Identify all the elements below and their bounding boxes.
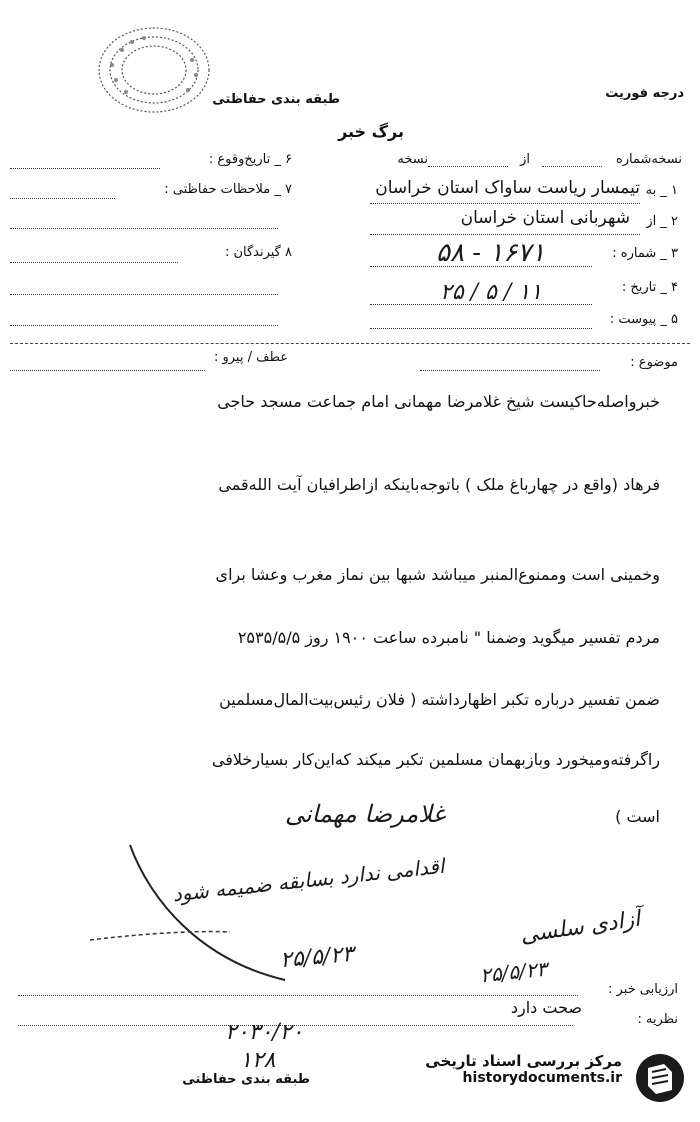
- from-value: شهربانی استان خراسان: [460, 208, 630, 228]
- copy-no-label: نسخه‌شماره: [615, 152, 682, 167]
- from-label: ۲ _ از: [646, 214, 678, 229]
- body-line-4: مردم تفسیر میگوید وضمنا " نامبرده ساعت ۱۹۰۰ روز ۲۵۳۵/۵/۵: [237, 628, 660, 647]
- evaluation-label: ارزیابی خبر :: [608, 982, 678, 997]
- opinion-label: نظریه :: [637, 1012, 678, 1027]
- watermark-name: مرکز بررسی اسناد تاریخی: [425, 1052, 622, 1070]
- copies-label: نسخه: [397, 152, 428, 167]
- number-value: ۵۸ - ۱۶۷۱: [436, 238, 546, 268]
- number-label: ۳ _ شماره :: [612, 246, 678, 261]
- date-label: ۴ _ تاریخ :: [621, 280, 678, 295]
- handwritten-date-1: ۲۵/۵/۲۳: [279, 941, 355, 974]
- archive-logo-icon: [634, 1052, 686, 1104]
- recipients-label: ۸ گیرندگان :: [224, 245, 292, 260]
- form-title: برگ خبر: [338, 122, 404, 141]
- reference-label: عطف / پیرو :: [213, 350, 288, 365]
- body-line-7: است ): [615, 807, 660, 826]
- body-line-2: فرهاد (واقع در چهارباغ ملک ) باتوجه‌باینکه ازاطرافیان آیت الله‌قمی: [218, 475, 660, 494]
- handwritten-bottom-number: ۲۰۳۰/۲۰: [225, 1020, 304, 1045]
- handwritten-bottom-number-2: ۱۲۸: [240, 1048, 276, 1073]
- urgency-label: درجه فوریت: [605, 86, 684, 101]
- body-line-6: راگرفته‌ومیخورد وبازبهمان مسلمین تکبر میکند که‌این‌کار بسیارخلافی: [211, 750, 660, 769]
- body-line-5: ضمن تفسیر درباره تکبر اظهارداشته ( فلان رئیس‌بیت‌المال‌مسلمین: [219, 690, 660, 709]
- to-label: ۱ _ به: [645, 183, 678, 198]
- date-of-event-label: ۶ _ تاریخ‌وقوع :: [208, 152, 292, 167]
- handwritten-note: اقدامی ندارد بسابقه ضمیمه شود: [171, 853, 446, 907]
- classification-header: طبقه بندی حفاظتی: [212, 92, 340, 107]
- handwritten-check-mark: [90, 840, 290, 990]
- handwritten-name: غلامرضا مهمانی: [285, 800, 446, 828]
- subject-label: موضوع :: [630, 355, 678, 370]
- watermark: [425, 1052, 622, 1086]
- watermark-site: historydocuments.ir: [462, 1070, 622, 1086]
- to-value: تیمسار ریاست ساواک استان خراسان: [375, 178, 640, 198]
- classification-footer: طبقه بندی حفاظتی: [182, 1072, 310, 1087]
- seal-stamp: [92, 20, 217, 115]
- evaluation-value: صحت دارد: [510, 998, 582, 1017]
- attachment-label: ۵ _ پیوست :: [609, 312, 678, 327]
- security-notes-label: ۷ _ ملاحظات حفاظتی :: [164, 182, 292, 197]
- copy-from-label: از: [520, 152, 530, 167]
- handwritten-initials: آزادی سلسی: [518, 906, 642, 949]
- date-value: ۱۱ / ۵ / ۲۵: [440, 280, 542, 305]
- handwritten-date-2: ۲۵/۵/۲۳: [478, 956, 549, 988]
- body-line-1: خبرواصله‌حاکیست شیخ غلامرضا مهمانی امام جماعت مسجد حاجی: [217, 392, 660, 411]
- body-line-3: وخمینی است وممنوع‌المنبر میباشد شبها بین نماز مغرب وعشا برای: [215, 565, 660, 584]
